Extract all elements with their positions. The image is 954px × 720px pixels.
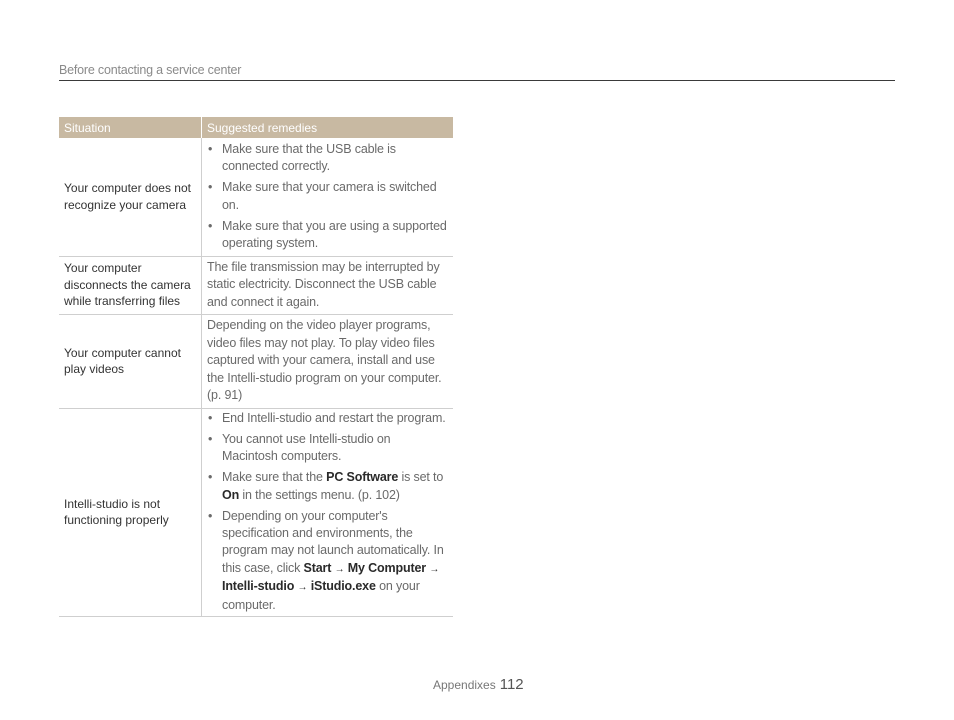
remedy-cell: The file transmission may be interrupted by static electricity. Disconnect the USB cable and connect it again. [202, 256, 454, 314]
remedy-cell [202, 408, 454, 616]
remedy-list [207, 410, 449, 614]
column-header-remedies: Suggested remedies [202, 117, 454, 138]
remedy-item [207, 508, 449, 614]
running-head: Before contacting a service center [59, 63, 242, 77]
situation-cell: Intelli-studio is not functioning properly [59, 408, 202, 616]
remedy-text: in the settings menu. (p. 102) [239, 487, 400, 502]
my-computer-label: My Computer [347, 560, 426, 575]
table-header-row [59, 117, 453, 138]
remedy-item: • Make sure that the USB cable is connected correctly. [207, 141, 449, 176]
situation-cell: Your computer does not recognize your camera [59, 138, 202, 256]
remedy-item [207, 469, 449, 504]
remedy-text: on your computer. [222, 579, 420, 612]
table-row [59, 408, 453, 616]
remedy-item: • Make sure that you are using a supported operating system. [207, 218, 449, 253]
remedy-item: • You cannot use Intelli-studio on Macintosh computers. [207, 431, 449, 466]
remedy-text: is set to [398, 470, 444, 485]
arrow-right-icon: → [334, 563, 345, 575]
remedy-list [207, 141, 449, 252]
remedy-cell [202, 138, 454, 256]
troubleshooting-table [59, 117, 453, 617]
table-row [59, 314, 453, 408]
table-row [59, 256, 453, 314]
page-footer [433, 676, 524, 693]
intelli-studio-label: Intelli-studio [222, 579, 295, 594]
istudio-exe-label: iStudio.exe [310, 579, 376, 594]
page-number: 112 [499, 676, 524, 693]
remedy-item: • End Intelli-studio and restart the program. [207, 410, 449, 427]
header-rule [59, 80, 895, 81]
table-row [59, 138, 453, 256]
arrow-right-icon: → [297, 582, 308, 594]
column-header-situation: Situation [59, 117, 202, 138]
situation-cell: Your computer cannot play videos [59, 314, 202, 408]
remedy-text: Depending on your computer's specification and environments, the program may not launch automatically. In this case, click [222, 508, 444, 575]
footer-section-label: Appendixes [433, 678, 496, 692]
remedy-cell: Depending on the video player programs, video files may not play. To play video files captured with your camera, install and use the Intelli-studio program on your computer. (p. 91) [202, 314, 454, 408]
remedy-item: • Make sure that your camera is switched on. [207, 179, 449, 214]
start-label: Start [303, 560, 332, 575]
pc-software-label: PC Software [326, 470, 399, 485]
arrow-right-icon: → [429, 563, 440, 575]
situation-cell: Your computer disconnects the camera while transferring files [59, 256, 202, 314]
remedy-text: Make sure that the [222, 470, 327, 485]
on-label: On [222, 487, 240, 502]
